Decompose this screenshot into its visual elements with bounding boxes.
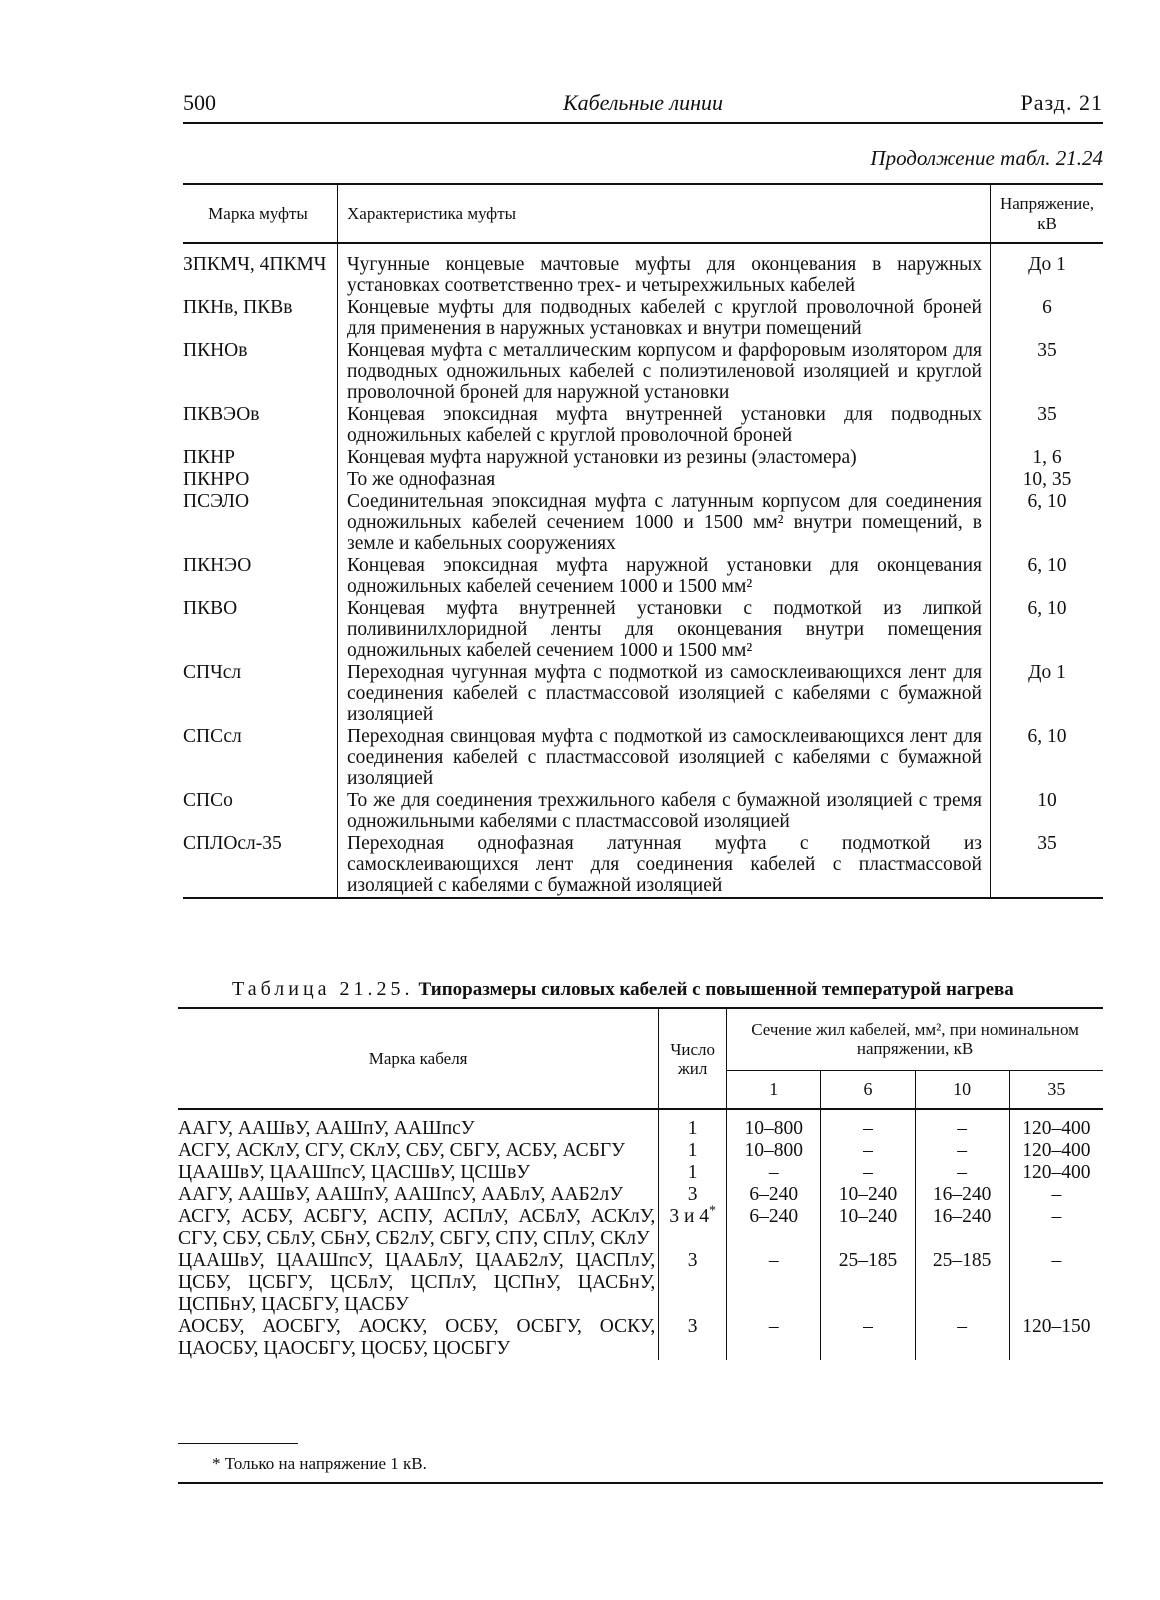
cell-section-v10: – — [915, 1162, 1009, 1184]
cell-mark: ЗПКМЧ, 4ПКМЧ — [183, 254, 327, 275]
table-row — [183, 340, 1103, 404]
cores-value: 3 — [687, 1184, 698, 1205]
cell-section-v35: 120–400 — [1009, 1109, 1103, 1140]
cell-voltage: 35 — [1037, 404, 1057, 425]
cell-description: Концевая муфта с металлическим корпусом и фарфоровым изолятором для подводных одножильных кабелей с полиэтиленовой изоляцией и круглой проволочной броней для наружной установки — [338, 340, 991, 404]
page-number: 500 — [183, 90, 216, 115]
cell-voltage: 35 — [1037, 340, 1057, 361]
cell-mark: ПСЭЛО — [183, 491, 250, 512]
cell-section-v6: – — [821, 1162, 915, 1184]
cell-section-v6: – — [821, 1109, 915, 1140]
cell-section-v1: – — [727, 1316, 821, 1360]
cell-voltage: 6 — [1042, 297, 1052, 318]
cell-section-v6: 25–185 — [821, 1250, 915, 1316]
cell-section-v1: 10–800 — [727, 1109, 821, 1140]
cell-description: Чугунные концевые мачтовые муфты для оконцевания в наружных установках соответственно трех- и четырехжильных кабелей — [338, 243, 991, 297]
cell-voltage: 6, 10 — [1027, 726, 1067, 747]
cell-section-v10: 16–240 — [915, 1206, 1009, 1250]
cell-mark: СПЧсл — [183, 662, 242, 683]
cell-description: Концевая эпоксидная муфта внутренней установки для подводных одножильных кабелей с круглой проволочной броней — [338, 404, 991, 447]
cell-description: Концевая муфта наружной установки из резины (эластомера) — [338, 447, 991, 469]
cell-section-v1: – — [727, 1162, 821, 1184]
table-row — [183, 297, 1103, 340]
cell-cable-mark: ЦААШвУ, ЦААШпсУ, ЦАСШвУ, ЦСШвУ — [178, 1162, 531, 1183]
cell-description: Концевая муфта внутренней установки с подмоткой из липкой поливинилхлоридной ленты для оконцевания внутри помещения одножильных кабелей сечением 1000 и 1500 мм² — [338, 598, 991, 662]
cell-description: Переходная однофазная латунная муфта с подмоткой из самосклеивающихся лент для соединения кабелей с пластмассовой изоляцией с кабелями с бумажной изоляцией — [338, 833, 991, 898]
cell-voltage: 6, 10 — [1027, 491, 1067, 512]
cell-mark: ПКНв, ПКВв — [183, 297, 293, 318]
running-header — [183, 90, 1103, 122]
cell-description: Концевые муфты для подводных кабелей с круглой проволочной броней для применения в наружных установках и внутри помещений — [338, 297, 991, 340]
cell-voltage: 6, 10 — [1027, 598, 1067, 619]
cell-mark: СПСсл — [183, 726, 242, 747]
cores-value: 3 — [687, 1250, 698, 1271]
cell-section-v1: 6–240 — [727, 1184, 821, 1206]
cell-voltage: До 1 — [1028, 662, 1066, 683]
column-header-cable-mark: Марка кабеля — [178, 1008, 659, 1109]
cell-section-v6: – — [821, 1316, 915, 1360]
footnote-marker: * — [709, 1203, 717, 1219]
cell-section-v1: 10–800 — [727, 1140, 821, 1162]
cell-cable-mark: АСГУ, АСБУ, АСБГУ, АСПУ, АСПлУ, АСБлУ, АСКлУ, СГУ, СБУ, СБлУ, СБнУ, СБ2лУ, СБГУ, СПУ, СПлУ, СКлУ — [178, 1206, 656, 1249]
table-continuation-label: Продолжение табл. 21.24 — [870, 146, 1103, 170]
cell-section-v35: – — [1009, 1184, 1103, 1206]
cell-mark: ПКНР — [183, 447, 236, 468]
cell-section-v6: – — [821, 1140, 915, 1162]
cell-section-v10: – — [915, 1109, 1009, 1140]
cell-cable-mark: ААГУ, ААШвУ, ААШпУ, ААШпсУ — [178, 1118, 475, 1139]
cell-cable-mark: АОСБУ, АОСБГУ, АОСКУ, ОСБУ, ОСБГУ, ОСКУ, ЦАОСБУ, ЦАОСБГУ, ЦОСБУ, ЦОСБГУ — [178, 1316, 656, 1359]
table-row — [183, 790, 1103, 833]
footnote: * Только на напряжение 1 кВ. — [212, 1454, 427, 1473]
cell-section-v6: 10–240 — [821, 1206, 915, 1250]
cell-cable-mark: ЦААШвУ, ЦААШпсУ, ЦААБлУ, ЦААБ2лУ, ЦАСПлУ, ЦСБУ, ЦСБГУ, ЦСБлУ, ЦСПлУ, ЦСПнУ, ЦАСБнУ, ЦСПБнУ, ЦАСБГУ, ЦАСБУ — [178, 1250, 656, 1315]
cell-cores — [659, 1162, 727, 1184]
cell-cable-mark: АСГУ, АСКлУ, СГУ, СКлУ, СБУ, СБГУ, АСБУ, АСБГУ — [178, 1140, 625, 1161]
cell-section-v10: 16–240 — [915, 1184, 1009, 1206]
cell-mark: СПЛОсл-35 — [183, 833, 282, 854]
cell-cores — [659, 1184, 727, 1206]
cell-section-v35: – — [1009, 1250, 1103, 1316]
table-row — [178, 1140, 1103, 1162]
cell-mark: СПСо — [183, 790, 233, 811]
table-row — [183, 491, 1103, 555]
cell-mark: ПКНРО — [183, 469, 250, 490]
cell-cable-mark: ААГУ, ААШвУ, ААШпУ, ААШпсУ, ААБлУ, ААБ2лУ — [178, 1184, 624, 1205]
cell-cores — [659, 1316, 727, 1360]
bottom-rule — [178, 1482, 1103, 1484]
table-21-25-body — [178, 1109, 1103, 1360]
cell-section-v1: – — [727, 1250, 821, 1316]
cell-cores — [659, 1140, 727, 1162]
cell-description: Переходная чугунная муфта с подмоткой из самосклеивающихся лент для соединения кабелей с пластмассовой изоляцией с кабелями с бумажной изоляцией — [338, 662, 991, 726]
cell-section-v10: – — [915, 1316, 1009, 1360]
column-header-voltage-6: 6 — [821, 1070, 915, 1109]
cell-voltage: 10 — [1037, 790, 1057, 811]
table-row — [178, 1206, 1103, 1250]
table-row — [183, 662, 1103, 726]
cell-section-v35: 120–150 — [1009, 1316, 1103, 1360]
cell-mark: ПКВЭОв — [183, 404, 260, 425]
table-21-25 — [178, 1007, 1103, 1360]
cell-description: Соединительная эпоксидная муфта с латунным корпусом для соединения одножильных кабелей сечением 1000 и 1500 мм² внутри помещений, в земле и кабельных сооружениях — [338, 491, 991, 555]
table-caption — [232, 978, 1014, 1001]
cores-value: 1 — [687, 1118, 698, 1139]
table-row — [178, 1109, 1103, 1140]
column-header-voltage: Напряжение, кВ — [991, 184, 1104, 243]
footnote-rule — [178, 1443, 298, 1444]
cell-voltage: 10, 35 — [1022, 469, 1072, 490]
table-row — [178, 1316, 1103, 1360]
table-caption-label: Таблица 21.25. — [232, 978, 414, 1000]
cell-section-v10: 25–185 — [915, 1250, 1009, 1316]
column-header-description: Характеристика муфты — [338, 184, 991, 243]
cores-value: 3 и 4 — [669, 1206, 710, 1227]
cell-section-v35: 120–400 — [1009, 1162, 1103, 1184]
cell-voltage: 35 — [1037, 833, 1057, 854]
column-header-mark: Марка муфты — [183, 184, 338, 243]
table-row — [178, 1250, 1103, 1316]
table-row — [183, 447, 1103, 469]
cell-section-v10: – — [915, 1140, 1009, 1162]
cell-mark: ПКВО — [183, 598, 238, 619]
column-header-section-group: Сечение жил кабелей, мм², при номинальном напряжении, кВ — [727, 1008, 1103, 1070]
cores-value: 3 — [687, 1316, 698, 1337]
table-21-24 — [183, 183, 1103, 899]
table-caption-title: Типоразмеры силовых кабелей с повышенной температурой нагрева — [418, 979, 1014, 1000]
column-header-voltage-1: 1 — [727, 1070, 821, 1109]
cell-cores — [659, 1250, 727, 1316]
table-row — [183, 726, 1103, 790]
cell-description: Концевая эпоксидная муфта наружной установки для оконцевания одножильных кабелей сечением 1000 и 1500 мм² — [338, 555, 991, 598]
cell-description: То же для соединения трехжильного кабеля с бумажной изоляцией с тремя одножильными кабелями с пластмассовой изоляцией — [338, 790, 991, 833]
cell-section-v6: 10–240 — [821, 1184, 915, 1206]
cores-value: 1 — [687, 1140, 698, 1161]
table-21-24-body — [183, 243, 1103, 898]
cell-voltage: До 1 — [1028, 254, 1066, 275]
section-label: Разд. 21 — [1020, 90, 1103, 115]
table-row — [183, 555, 1103, 598]
running-title: Кабельные линии — [562, 90, 724, 115]
table-row — [183, 404, 1103, 447]
column-header-voltage-10: 10 — [915, 1070, 1009, 1109]
cell-cores — [659, 1203, 727, 1250]
cell-description: То же однофазная — [338, 469, 991, 491]
column-header-cores: Число жил — [659, 1008, 727, 1109]
cell-section-v35: 120–400 — [1009, 1140, 1103, 1162]
header-rule — [183, 122, 1103, 124]
cell-voltage: 6, 10 — [1027, 555, 1067, 576]
cell-mark: ПКНОв — [183, 340, 248, 361]
column-header-voltage-35: 35 — [1009, 1070, 1103, 1109]
table-row — [178, 1162, 1103, 1184]
cell-voltage: 1, 6 — [1032, 447, 1062, 468]
cell-section-v1: 6–240 — [727, 1206, 821, 1250]
cell-description: Переходная свинцовая муфта с подмоткой из самосклеивающихся лент для соединения кабелей с пластмассовой изоляцией с кабелями с бумажной изоляцией — [338, 726, 991, 790]
cell-section-v35: – — [1009, 1206, 1103, 1250]
cores-value: 1 — [687, 1162, 698, 1183]
table-row — [183, 833, 1103, 898]
cell-mark: ПКНЭО — [183, 555, 252, 576]
table-row — [183, 469, 1103, 491]
table-row — [178, 1184, 1103, 1206]
table-row — [183, 243, 1103, 297]
table-row — [183, 598, 1103, 662]
cell-cores — [659, 1109, 727, 1140]
